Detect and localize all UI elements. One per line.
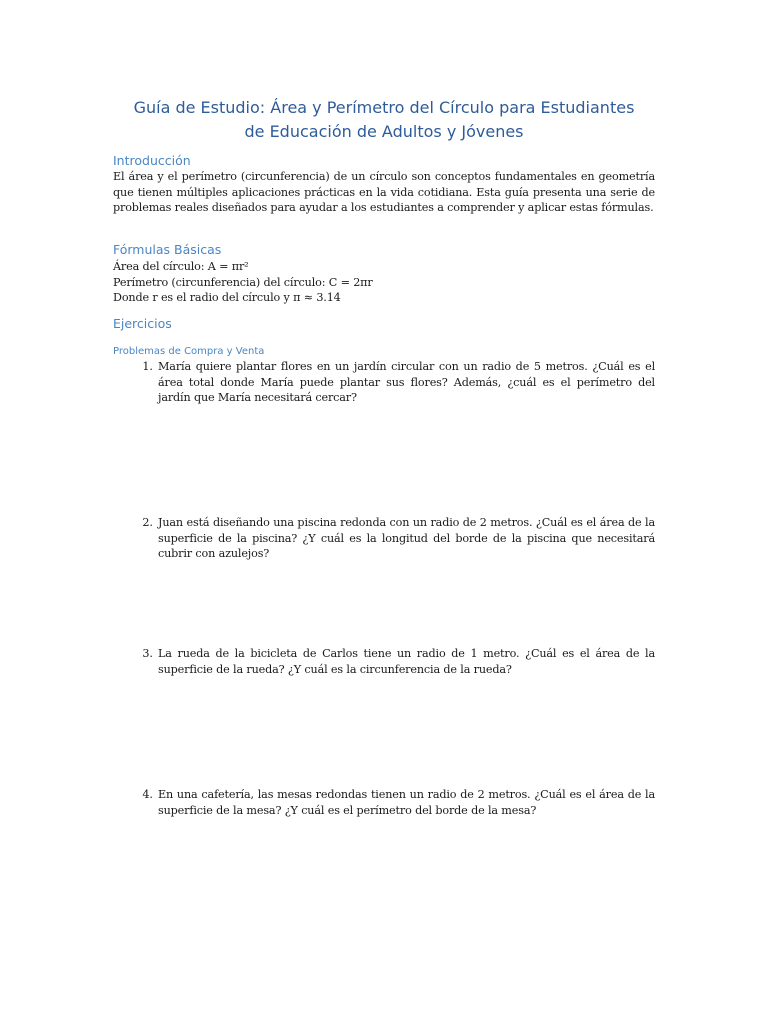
formula-perimeter: Perímetro (circunferencia) del círculo: C = 2πr <box>113 275 373 289</box>
formulas-heading: Fórmulas Básicas <box>113 242 222 257</box>
formula-area: Área del círculo: A = πr² <box>113 260 249 273</box>
exercise-text: La rueda de la bicicleta de Carlos tiene un radio de 1 metro. ¿Cuál es el área de la superficie de la rueda? ¿Y cuál es la circunferencia de la rueda? <box>158 647 655 676</box>
exercises-subheading: Problemas de Compra y Venta <box>113 346 265 357</box>
exercise-number: 4. <box>142 788 153 801</box>
exercise-text: Juan está diseñando una piscina redonda con un radio de 2 metros. ¿Cuál es el área de la superficie de la piscina? ¿Y cuál es la longitud del borde de la piscina que necesitará cubrir con azulejos? <box>158 516 655 560</box>
exercise-text: María quiere plantar flores en un jardín circular con un radio de 5 metros. ¿Cuál es el área total donde María puede plantar sus flores? Además, ¿cuál es el perímetro del jardín que María necesitará cercar? <box>158 360 655 404</box>
document-title <box>100 96 668 144</box>
exercise-text: En una cafetería, las mesas redondas tienen un radio de 2 metros. ¿Cuál es el área de la superficie de la mesa? ¿Y cuál es el perímetro del borde de la mesa? <box>158 788 655 817</box>
exercises-heading: Ejercicios <box>113 316 172 331</box>
intro-paragraph: El área y el perímetro (circunferencia) de un círculo son conceptos fundamentales en geometría que tienen múltiples aplicaciones prácticas en la vida cotidiana. Esta guía presenta una serie de problemas reales diseñados para ayudar a los estudiantes a comprender y aplicar estas fórmulas. <box>113 170 655 214</box>
title-line-2: de Educación de Adultos y Jóvenes <box>244 122 524 141</box>
exercise-number: 2. <box>142 516 153 529</box>
intro-heading: Introducción <box>113 153 191 168</box>
title-line-1: Guía de Estudio: Área y Perímetro del Círculo para Estudiantes <box>133 98 635 117</box>
formula-note: Donde r es el radio del círculo y π ≈ 3.14 <box>113 291 341 304</box>
exercise-number: 1. <box>142 360 153 373</box>
exercise-number: 3. <box>142 647 153 660</box>
